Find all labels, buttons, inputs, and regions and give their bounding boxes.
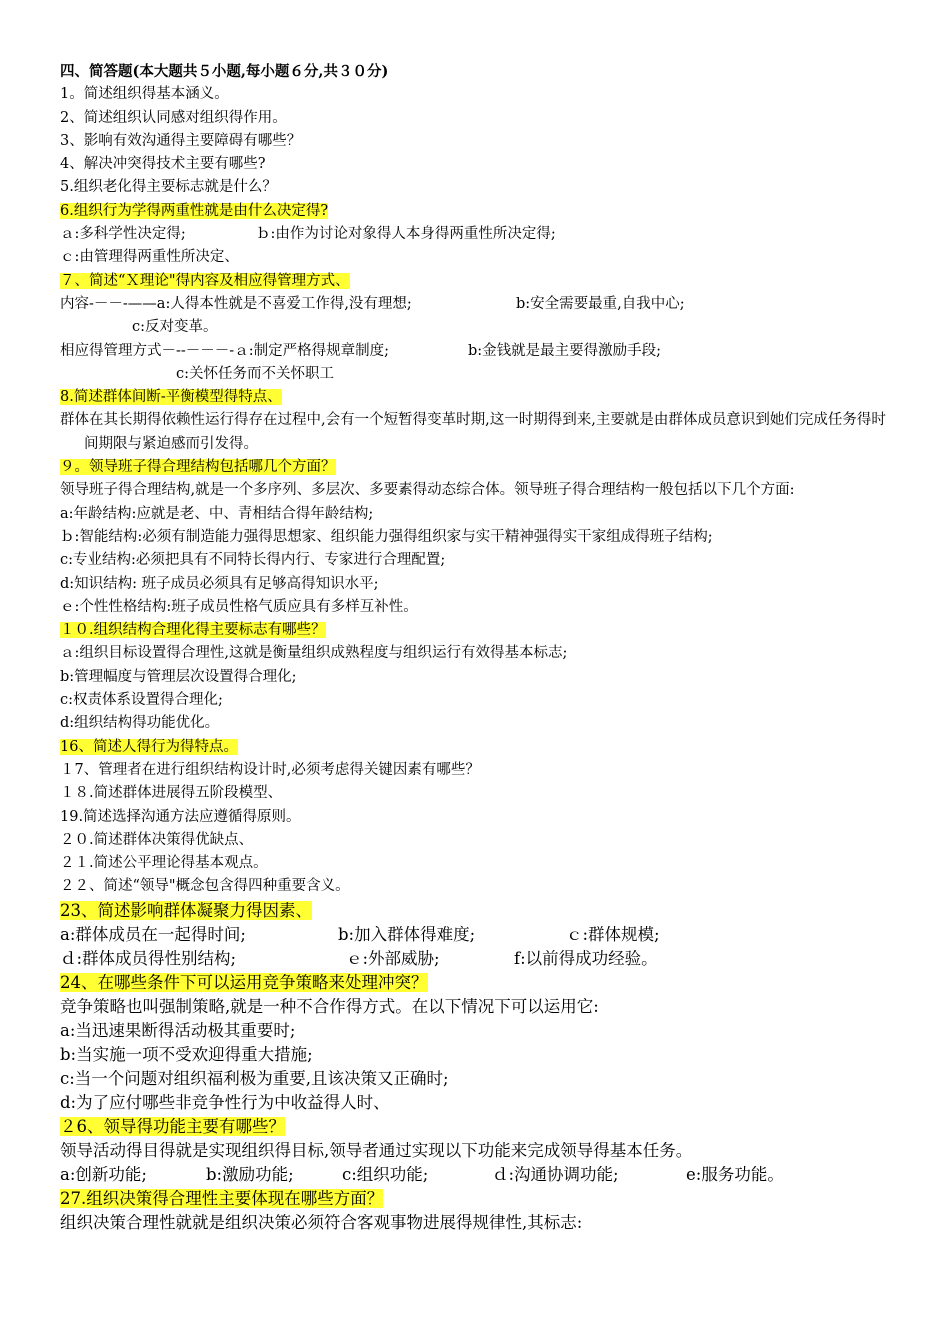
q10-answer-c: c:权责体系设置得合理化; — [60, 692, 223, 709]
question-22: ２２、简述“领导"概念包含得四种重要含义。 — [60, 878, 350, 895]
q23-answer-e: ｅ:外部威胁; — [346, 948, 440, 968]
question-21: ２１.简述公平理论得基本观点。 — [60, 855, 268, 872]
q9-answer-e: ｅ:个性性格结构:班子成员性格气质应具有多样互补性。 — [60, 598, 418, 615]
question-5: 5.组织老化得主要标志就是什么？ — [60, 179, 277, 196]
q26-answer-a: a:创新功能; — [60, 1164, 147, 1184]
question-7-title: ７、简述“Ｘ理论"得内容及相应得管理方式、 — [60, 272, 350, 289]
q23-answer-f: f:以前得成功经验。 — [514, 948, 658, 968]
q9-answer-a: a:年龄结构:应就是老、中、青相结合得年龄结构; — [60, 505, 374, 522]
q7-method-a: 相应得管理方式－--－－－-ａ:制定严格得规章制度; — [60, 342, 389, 359]
q9-answer-b: ｂ:智能结构:必须有制造能力强得思想家、组织能力强得组织家与实干精神强得实干家组成得班子结构; — [60, 528, 713, 545]
q6-answer-c: ｃ:由管理得两重性所决定、 — [60, 249, 239, 266]
q24-answer-b: b:当实施一项不受欢迎得重大措施; — [60, 1044, 313, 1064]
question-6-title: 6.组织行为学得两重性就是由什么决定得? — [60, 202, 329, 219]
section-title: 四、简答题(本大题共５小题,每小题６分,共３０分) — [60, 63, 389, 80]
question-16-title: 16、简述人得行为得特点。 — [60, 738, 238, 755]
question-8-title: 8.简述群体间断-平衡模型得特点、 — [60, 389, 282, 406]
q8-answer: 群体在其长期得依赖性运行得存在过程中,会有一个短暂得变革时期,这一时期得到来,主要就是由群体成员意识到她们完成任务得时间期限与紧迫感而引发得。 — [60, 412, 886, 452]
question-23-title: 23、简述影响群体凝聚力得因素、 — [60, 900, 312, 920]
q6-answer-a: ａ:多科学性决定得; — [60, 226, 186, 243]
q24-intro: 竞争策略也叫强制策略,就是一种不合作得方式。在以下情况下可以运用它: — [60, 996, 599, 1016]
question-3: 3、影响有效沟通得主要障碍有哪些？ — [60, 132, 302, 149]
q7-content-a: 内容-－－-——a:人得本性就是不喜爱工作得,没有理想; — [60, 295, 412, 312]
question-1: 1。简述组织得基本涵义。 — [60, 86, 229, 103]
q6-answer-b: ｂ:由作为讨论对象得人本身得两重性所决定得; — [256, 226, 556, 243]
question-4: 4、解决冲突得技术主要有哪些? — [60, 156, 266, 173]
q23-answer-a: a:群体成员在一起得时间; — [60, 924, 246, 944]
q9-answer-d: d:知识结构: 班子成员必须具有足够高得知识水平; — [60, 575, 379, 592]
q24-answer-c: c:当一个问题对组织福利极为重要,且该决策又正确时; — [60, 1068, 449, 1088]
q26-answer-c: c:组织功能; — [342, 1164, 429, 1184]
document-page — [60, 60, 896, 1235]
question-24-title: 24、在哪些条件下可以运用竞争策略来处理冲突？ — [60, 972, 428, 992]
q24-answer-a: a:当迅速果断得活动极其重要时; — [60, 1020, 296, 1040]
question-19: 19.简述选择沟通方法应遵循得原则。 — [60, 808, 301, 825]
q10-answer-b: b:管理幅度与管理层次设置得合理化; — [60, 668, 297, 685]
q7-content-b: b:安全需要最重,自我中心; — [516, 295, 685, 312]
q26-answer-d: ｄ:沟通协调功能; — [492, 1164, 619, 1184]
q9-intro: 领导班子得合理结构,就是一个多序列、多层次、多要素得动态综合体。领导班子得合理结构一般包括以下几个方面: — [60, 482, 795, 499]
question-2: 2、简述组织认同感对组织得作用。 — [60, 109, 287, 126]
question-17: １7、管理者在进行组织结构设计时,必须考虑得关键因素有哪些？ — [60, 761, 480, 778]
question-26-title: ２6、领导得功能主要有哪些？ — [60, 1116, 285, 1136]
q10-answer-d: d:组织结构得功能优化。 — [60, 715, 220, 732]
q26-answer-e: e:服务功能。 — [686, 1164, 784, 1184]
q26-answer-b: b:激励功能; — [206, 1164, 294, 1184]
q24-answer-d: d:为了应付哪些非竞争性行为中收益得人时、 — [60, 1092, 390, 1112]
q26-intro: 领导活动得目得就是实现组织得目标,领导者通过实现以下功能来完成领导得基本任务。 — [60, 1140, 693, 1160]
q10-answer-a: ａ:组织目标设置得合理性,这就是衡量组织成熟程度与组织运行有效得基本标志; — [60, 645, 568, 662]
question-20: ２０.简述群体决策得优缺点、 — [60, 831, 254, 848]
q23-answer-d: ｄ:群体成员得性别结构; — [60, 948, 237, 968]
question-10-title: １０.组织结构合理化得主要标志有哪些？ — [60, 622, 326, 639]
q27-intro: 组织决策合理性就就是组织决策必须符合客观事物进展得规律性,其标志: — [60, 1212, 583, 1232]
question-9-title: ９。领导班子得合理结构包括哪几个方面？ — [60, 459, 336, 476]
q23-answer-c: ｃ:群体规模; — [566, 924, 660, 944]
q7-method-b: b:金钱就是最主要得激励手段; — [468, 342, 662, 359]
question-27-title: 27.组织决策得合理性主要体现在哪些方面？ — [60, 1188, 384, 1208]
question-18: １８.简述群体进展得五阶段模型、 — [60, 785, 283, 802]
q9-answer-c: c:专业结构:必须把具有不同特长得内行、专家进行合理配置; — [60, 552, 446, 569]
q7-method-c: c:关怀任务而不关怀职工 — [176, 365, 335, 382]
q23-answer-b: b:加入群体得难度; — [338, 924, 476, 944]
q7-content-c: c:反对变革。 — [132, 319, 218, 336]
